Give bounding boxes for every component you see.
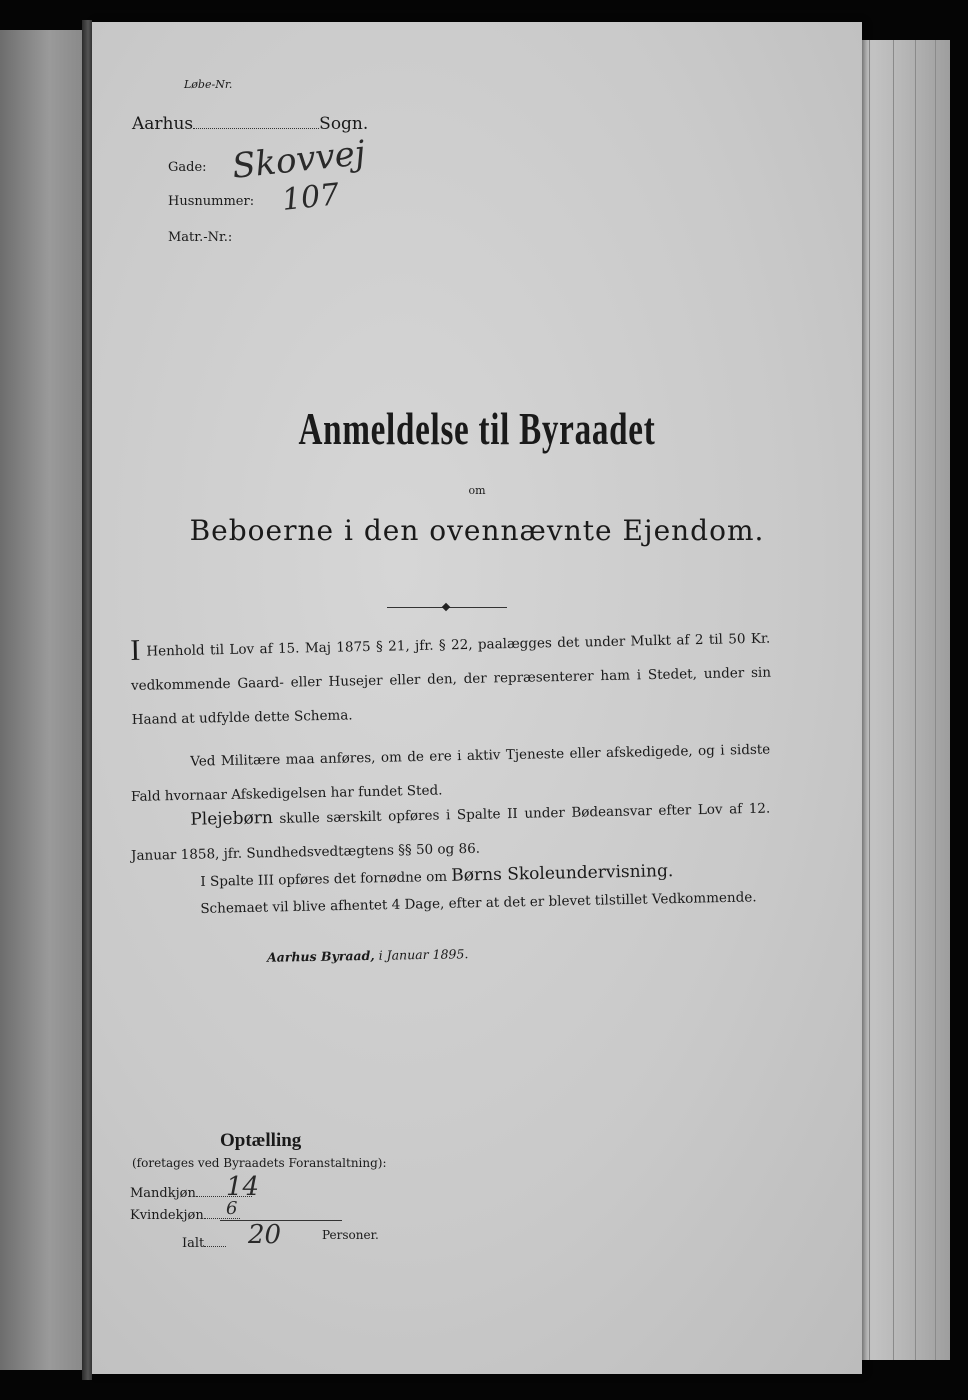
paragraph-2: Ved Militære maa anføres, om de ere i aktiv Tjeneste eller afskedigede, og i sidste Fald hvornaar Afskedigelsen har fundet Sted. bbox=[130, 741, 771, 805]
matr-label: Matr.-Nr.: bbox=[168, 230, 233, 245]
paragraph-5: Schemaet vil blive afhentet 4 Dage, efter at det er blevet tilstillet Vedkommende. bbox=[200, 889, 757, 917]
sogn-label: Sogn. bbox=[319, 114, 369, 134]
husnummer-label: Husnummer: bbox=[168, 194, 255, 209]
city-label: Aarhus bbox=[132, 114, 194, 134]
husnummer-value: 107 bbox=[280, 177, 341, 218]
book-spine bbox=[82, 20, 92, 1380]
kvindekjon-row: Kvindekjøn bbox=[130, 1206, 240, 1223]
page-subtitle: Beboerne i den ovennævnte Ejendom. bbox=[189, 514, 765, 547]
paragraph-1: I Henhold til Lov af 15. Maj 1875 § 21, jfr. § 22, paalægges det under Mulkt af 2 til 50 Kr. vedkommende Gaard- eller Husejer eller den, der repræsenterer ham i Stedet, under sin Haand at udfylde dette Schema. bbox=[130, 630, 772, 728]
page-title: Anmeldelse til Byraadet bbox=[298, 403, 656, 454]
signature-line: Aarhus Byraad, i Januar 1895. bbox=[266, 946, 469, 965]
gade-label: Gade: bbox=[168, 160, 207, 175]
paragraph-4: I Spalte III opføres det fornødne om Børns Skoleundervisning. bbox=[200, 861, 674, 890]
title-om: om bbox=[468, 484, 486, 497]
facing-page-edge bbox=[0, 30, 82, 1370]
mandkjon-value: 14 bbox=[226, 1172, 260, 1202]
gade-value: Skovvej bbox=[230, 133, 368, 187]
count-heading: Optælling bbox=[220, 1130, 302, 1151]
mandkjon-row: Mandkjøn bbox=[130, 1184, 252, 1201]
paragraph-3: Plejebørn skulle særskilt opføres i Spalte II under Bødeansvar efter Lov af 12. Januar 1858, jfr. Sundhedsvedtægtens §§ 50 og 86. bbox=[130, 800, 771, 864]
dropcap: I bbox=[130, 633, 141, 667]
count-note: (foretages ved Byraadets Foranstaltning): bbox=[132, 1156, 387, 1170]
personer-label: Personer. bbox=[322, 1228, 379, 1242]
lobe-nr-label: Løbe-Nr. bbox=[184, 78, 233, 91]
ialt-value: 20 bbox=[248, 1220, 282, 1250]
document-page bbox=[92, 22, 862, 1374]
ialt-row: Ialt bbox=[182, 1234, 226, 1251]
divider-ornament bbox=[387, 602, 507, 612]
kvindekjon-value: 6 bbox=[226, 1198, 238, 1219]
sogn-line bbox=[132, 114, 368, 134]
